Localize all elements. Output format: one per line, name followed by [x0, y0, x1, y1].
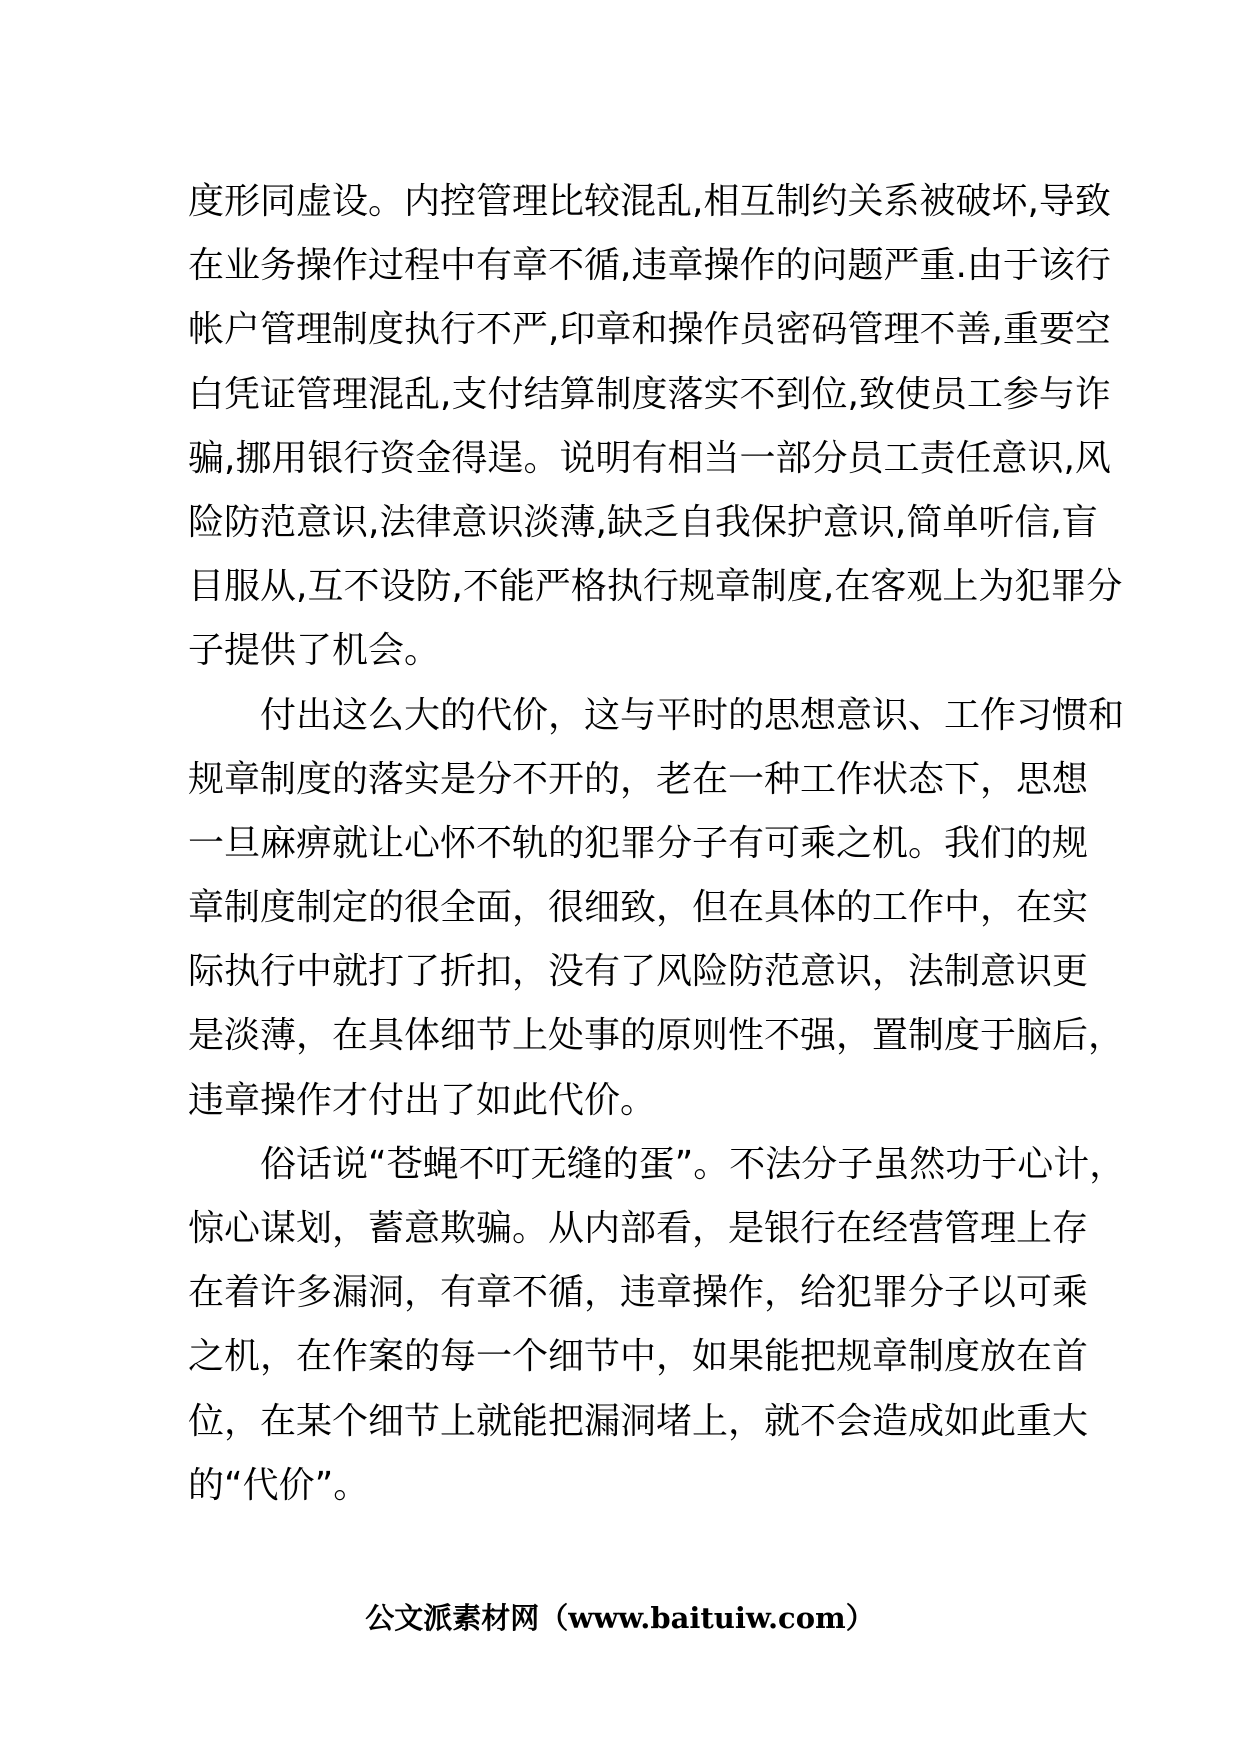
text-line: 是淡薄，在具体细节上处事的原则性不强，置制度于脑后， [188, 1015, 1125, 1057]
text-line: 之机，在作案的每一个细节中，如果能把规章制度放在首 [188, 1336, 1089, 1378]
text-line: 际执行中就打了折扣，没有了风险防范意识，法制意识更 [188, 951, 1089, 993]
text-line: 险防范意识,法律意识淡薄,缺乏自我保护意识,简单听信,盲 [188, 501, 1098, 543]
text-line: 付出这么大的代价，这与平时的思想意识、工作习惯和 [188, 694, 1125, 736]
text-line: 度形同虚设。内控管理比较混乱,相互制约关系被破坏,导致 [188, 181, 1111, 222]
footer-source: 公文派素材网（www.baituiw.com） [365, 1601, 875, 1635]
text-line: 白凭证管理混乱,支付结算制度落实不到位,致使员工参与诈 [188, 373, 1111, 415]
text-line: 章制度制定的很全面，很细致，但在具体的工作中，在实 [188, 887, 1089, 929]
text-line: 子提供了机会。 [188, 630, 441, 672]
text-line: 的“代价”。 [188, 1464, 370, 1506]
text-line: 在着许多漏洞，有章不循，违章操作，给犯罪分子以可乘 [188, 1272, 1089, 1314]
text-line: 俗话说“苍蝇不叮无缝的蛋”。不法分子虽然功于心计， [188, 1143, 1126, 1185]
text-line: 在业务操作过程中有章不循,违章操作的问题严重.由于该行 [188, 245, 1111, 287]
text-line: 帐户管理制度执行不严,印章和操作员密码管理不善,重要空 [188, 309, 1111, 351]
text-line: 规章制度的落实是分不开的，老在一种工作状态下，思想 [188, 758, 1089, 800]
text-line: 目服从,互不设防,不能严格执行规章制度,在客观上为犯罪分 [188, 566, 1123, 608]
text-line: 违章操作才付出了如此代价。 [188, 1079, 657, 1121]
body-text [188, 170, 1126, 1518]
text-line: 骗,挪用银行资金得逞。说明有相当一部分员工责任意识,风 [188, 437, 1111, 479]
text-line: 惊心谋划，蓄意欺骗。从内部看，是银行在经营管理上存 [188, 1208, 1089, 1249]
text-line: 一旦麻痹就让心怀不轨的犯罪分子有可乘之机。我们的规 [188, 822, 1089, 864]
text-line: 位，在某个细节上就能把漏洞堵上，就不会造成如此重大 [188, 1400, 1089, 1442]
